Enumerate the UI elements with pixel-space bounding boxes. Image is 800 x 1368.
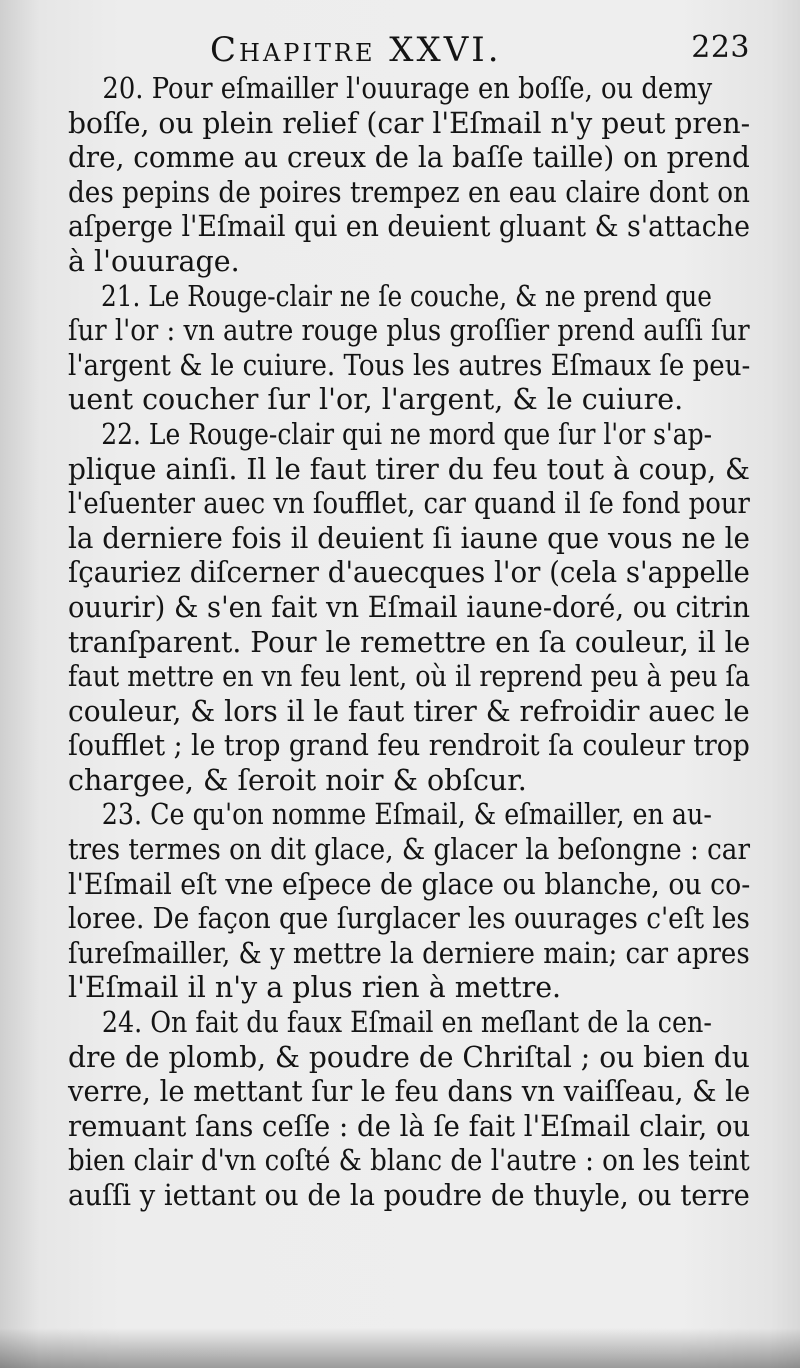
text-line: ſçauriez diſcerner d'auecques l'or (cela s'appelle xyxy=(68,556,750,590)
text-line: 23. Ce qu'on nomme Eſmail, & eſmailler, en au- xyxy=(101,798,712,832)
text-line: ſoufflet ; le trop grand feu rendroit ſa couleur trop xyxy=(68,729,750,763)
text-line: à l'ouurage. xyxy=(68,244,240,278)
text-line: faut mettre en vn feu lent, où il reprend peu à peu ſa xyxy=(68,660,751,694)
text-line: l'argent & le cuiure. Tous les autres Eſmaux ſe peu- xyxy=(68,348,751,382)
text-line: 21. Le Rouge-clair ne ſe couche, & ne prend que xyxy=(101,279,712,313)
page-number: 223 xyxy=(691,30,750,65)
text-line: 22. Le Rouge-clair qui ne mord que ſur l'or s'ap- xyxy=(101,417,713,451)
text-line: remuant ſans ceſſe : de là ſe fait l'Eſmail clair, ou xyxy=(68,1109,751,1143)
text-line: plique ainſi. Il le faut tirer du feu tout à coup, & xyxy=(68,452,751,486)
text-line: loree. De façon que ſurglacer les ouurages c'eſt les xyxy=(68,902,750,936)
text-line: uent coucher ſur l'or, l'argent, & le cuiure. xyxy=(68,383,684,417)
page-body xyxy=(68,72,750,1214)
paragraph-20 xyxy=(68,72,750,280)
text-line: la derniere fois il deuient ſi iaune que vous ne le xyxy=(68,521,750,555)
text-line: 24. On fait du faux Eſmail en meſlant de la cen- xyxy=(101,1006,712,1040)
text-line: bien clair d'vn coſté & blanc de l'autre : on les teint xyxy=(68,1144,750,1178)
chapter-title: Chapitre XXVI. xyxy=(210,30,502,70)
paragraph-21 xyxy=(68,280,750,418)
text-line: couleur, & lors il le faut tirer & refroidir auec le xyxy=(68,694,750,728)
text-line: 20. Pour eſmailler l'ouurage en boſſe, ou demy xyxy=(102,72,713,105)
text-line: ouurir) & s'en fait vn Eſmail iaune-doré, ou citrin xyxy=(68,590,751,624)
text-line: l'Eſmail il n'y a plus rien à mettre. xyxy=(68,971,562,1005)
paragraph-23 xyxy=(68,798,750,1006)
text-line: dre, comme au creux de la baſſe taille) on prend xyxy=(68,141,750,175)
text-line: l'Eſmail eſt vne eſpece de glace ou blanche, ou co- xyxy=(68,867,751,901)
text-line: ſureſmailler, & y mettre la derniere main; car apres xyxy=(68,936,750,970)
text-line: auſſi y iettant ou de la poudre de thuyle, ou terre xyxy=(68,1179,750,1212)
text-line: chargee, & ſeroit noir & obſcur. xyxy=(68,763,527,797)
text-line: dre de plomb, & poudre de Chriſtal ; ou bien du xyxy=(68,1040,750,1074)
running-header xyxy=(70,28,760,72)
text-line: aſperge l'Eſmail qui en deuient gluant & s'attache xyxy=(68,210,750,244)
text-line: des pepins de poires trempez en eau claire dont on xyxy=(68,175,750,209)
text-line: tres termes on dit glace, & glacer la beſongne : car xyxy=(68,833,750,867)
paragraph-24 xyxy=(68,1006,750,1214)
text-line: ſur l'or : vn autre rouge plus groſſier prend auſſi ſur xyxy=(68,314,750,348)
text-line: verre, le mettant ſur le feu dans vn vaiſſeau, & le xyxy=(68,1075,751,1109)
text-line: tranſparent. Pour le remettre en ſa couleur, il le xyxy=(68,625,751,659)
text-line: l'eſuenter auec vn ſoufflet, car quand il ſe fond pour xyxy=(68,487,750,521)
paragraph-22 xyxy=(68,418,750,799)
text-line: boſſe, ou plein relief (car l'Eſmail n'y peut pren- xyxy=(68,106,751,140)
